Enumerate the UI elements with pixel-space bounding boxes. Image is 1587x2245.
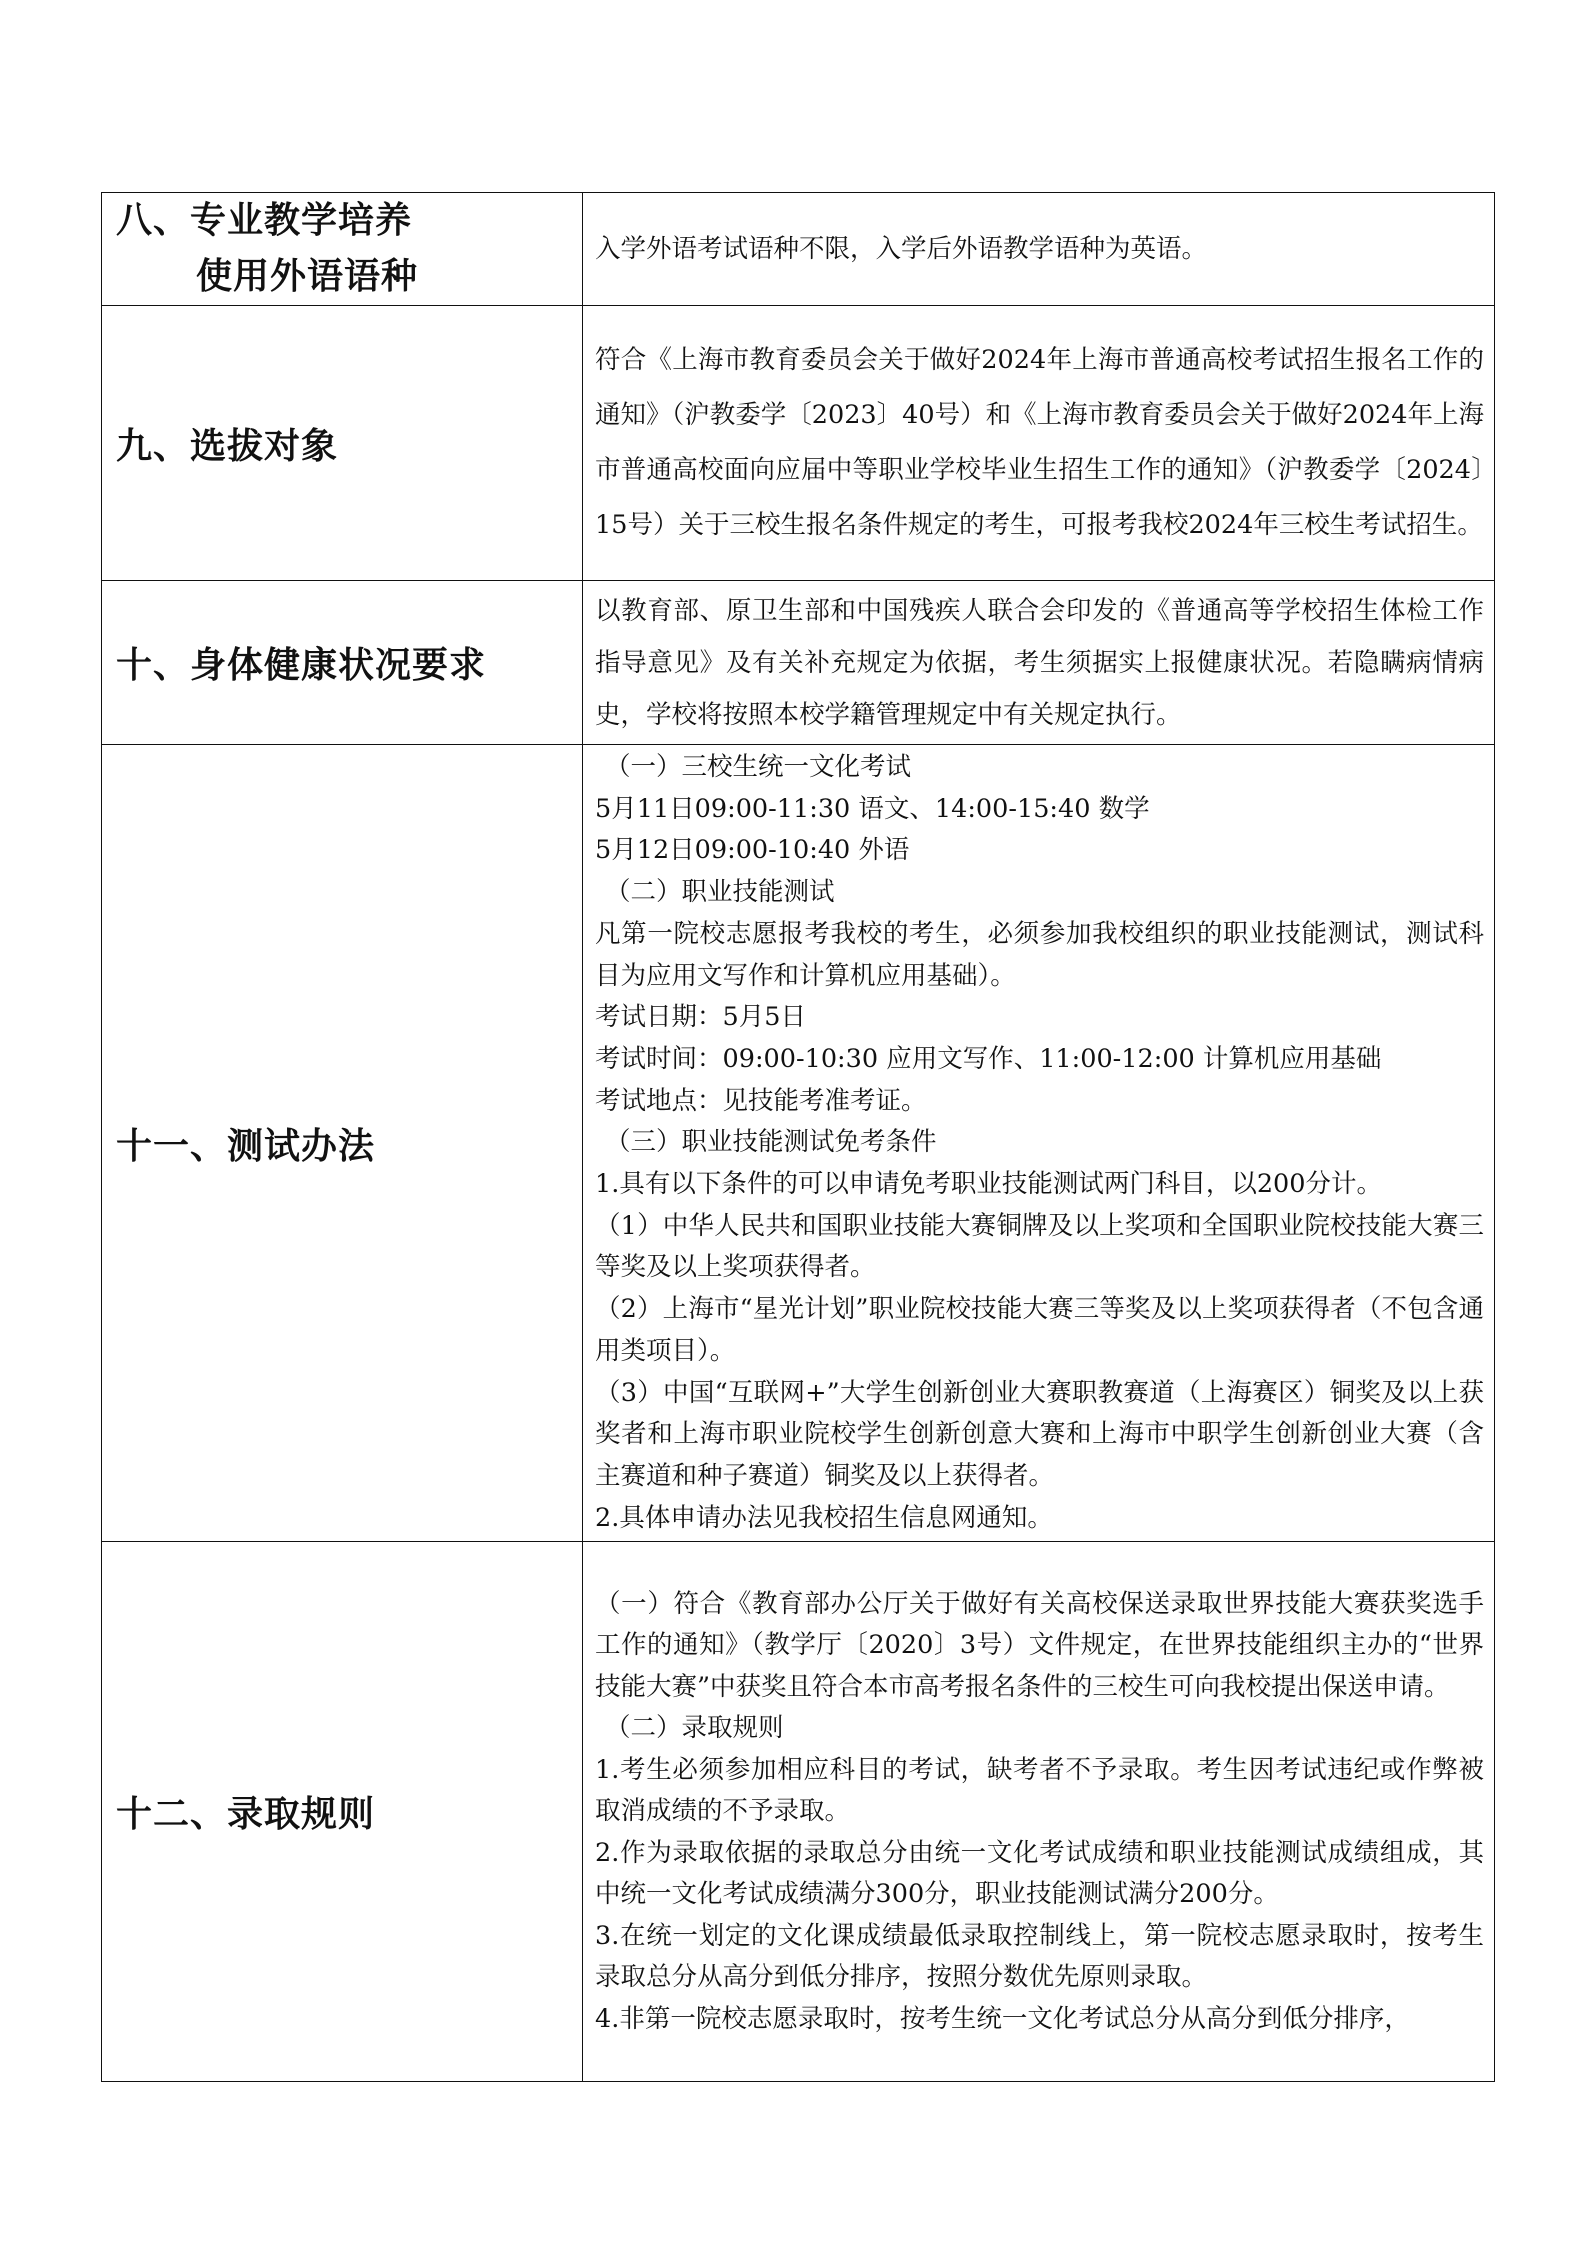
table-row: [102, 1542, 1495, 2082]
paragraph: 2.作为录取依据的录取总分由统一文化考试成绩和职业技能测试成绩组成，其中统一文化考试成绩满分300分，职业技能测试满分200分。: [595, 1837, 1484, 1910]
row-content-selection: [583, 306, 1495, 581]
paragraph: （一）符合《教育部办公厅关于做好有关高校保送录取世界技能大赛获奖选手工作的通知》（教学厅〔2020〕3号）文件规定，在世界技能组织主办的“世界技能大赛”中获奖且符合本市高考报名条件的三校生可向我校提出保送申请。: [595, 1588, 1484, 1702]
paragraph: 5月11日09:00-11:30 语文、14:00-15:40 数学: [595, 793, 1150, 824]
paragraph: （3）中国“互联网+”大学生创新创业大赛职教赛道（上海赛区）铜奖及以上获奖者和上海市职业院校学生创新创意大赛和上海市中职学生创新创业大赛（含主赛道和种子赛道）铜奖及以上获得者。: [595, 1377, 1484, 1491]
paragraph: （2）上海市“星光计划”职业院校技能大赛三等奖及以上奖项获得者（不包含通用类项目）。: [595, 1294, 1484, 1366]
table-row: [102, 745, 1495, 1542]
heading-line-2: 使用外语语种: [196, 256, 419, 297]
admission-info-table: [101, 192, 1495, 2082]
paragraph: 2.具体申请办法见我校招生信息网通知。: [595, 1502, 1053, 1533]
paragraph: 考试日期：5月5日: [595, 1002, 806, 1033]
paragraph: 符合《上海市教育委员会关于做好2024年上海市普通高校考试招生报名工作的通知》（沪教委学〔2023〕40号）和《上海市教育委员会关于做好2024年上海市普通高校面向应届中等职业学校毕业生招生工作的通知》（沪教委学〔2024〕15号）关于三校生报名条件规定的考生，可报考我校2024年三校生考试招生。: [595, 345, 1484, 540]
row-heading-selection: 九、选拔对象: [102, 306, 583, 581]
paragraph: （1）中华人民共和国职业技能大赛铜牌及以上奖项和全国职业院校技能大赛三等奖及以上奖项获得者。: [595, 1210, 1484, 1283]
table-row: [102, 581, 1495, 745]
table-row: [102, 306, 1495, 581]
row-content-foreign-language: [583, 193, 1495, 306]
row-content-health: [583, 581, 1495, 745]
paragraph: 3.在统一划定的文化课成绩最低录取控制线上，第一院校志愿录取时，按考生录取总分从高分到低分排序，按照分数优先原则录取。: [595, 1920, 1484, 1993]
paragraph: 5月12日09:00-10:40 外语: [595, 835, 910, 866]
row-heading-testing: 十一、测试办法: [102, 745, 583, 1542]
paragraph: （二）职业技能测试: [605, 877, 835, 908]
paragraph: （三）职业技能测试免考条件: [605, 1127, 937, 1158]
row-heading-admission-rules: 十二、录取规则: [102, 1542, 583, 2082]
paragraph: 以教育部、原卫生部和中国残疾人联合会印发的《普通高等学校招生体检工作指导意见》及有关补充规定为依据，考生须据实上报健康状况。若隐瞒病情病史，学校将按照本校学籍管理规定中有关规定执行。: [595, 595, 1484, 730]
paragraph: （二）录取规则: [605, 1713, 784, 1744]
paragraph: 考试地点：见技能考准考证。: [595, 1085, 927, 1116]
paragraph: 4.非第一院校志愿录取时，按考生统一文化考试总分从高分到低分排序，: [595, 2003, 1410, 2034]
table-row: [102, 193, 1495, 306]
paragraph: （一）三校生统一文化考试: [605, 752, 912, 782]
heading-line-1: 八、专业教学培养: [116, 200, 413, 241]
row-heading-foreign-language: [102, 193, 583, 306]
paragraph: 考试时间：09:00-10:30 应用文写作、11:00-12:00 计算机应用基础: [595, 1043, 1382, 1074]
paragraph: 1.考生必须参加相应科目的考试，缺考者不予录取。考生因考试违纪或作弊被取消成绩的不予录取。: [595, 1754, 1484, 1827]
row-content-testing: [583, 745, 1495, 1542]
paragraph: 1.具有以下条件的可以申请免考职业技能测试两门科目，以200分计。: [595, 1169, 1383, 1200]
paragraph: 凡第一院校志愿报考我校的考生，必须参加我校组织的职业技能测试，测试科目为应用文写作和计算机应用基础）。: [595, 918, 1484, 991]
row-heading-health: 十、身体健康状况要求: [102, 581, 583, 745]
row-content-admission-rules: [583, 1542, 1495, 2082]
paragraph: 入学外语考试语种不限，入学后外语教学语种为英语。: [595, 233, 1208, 264]
